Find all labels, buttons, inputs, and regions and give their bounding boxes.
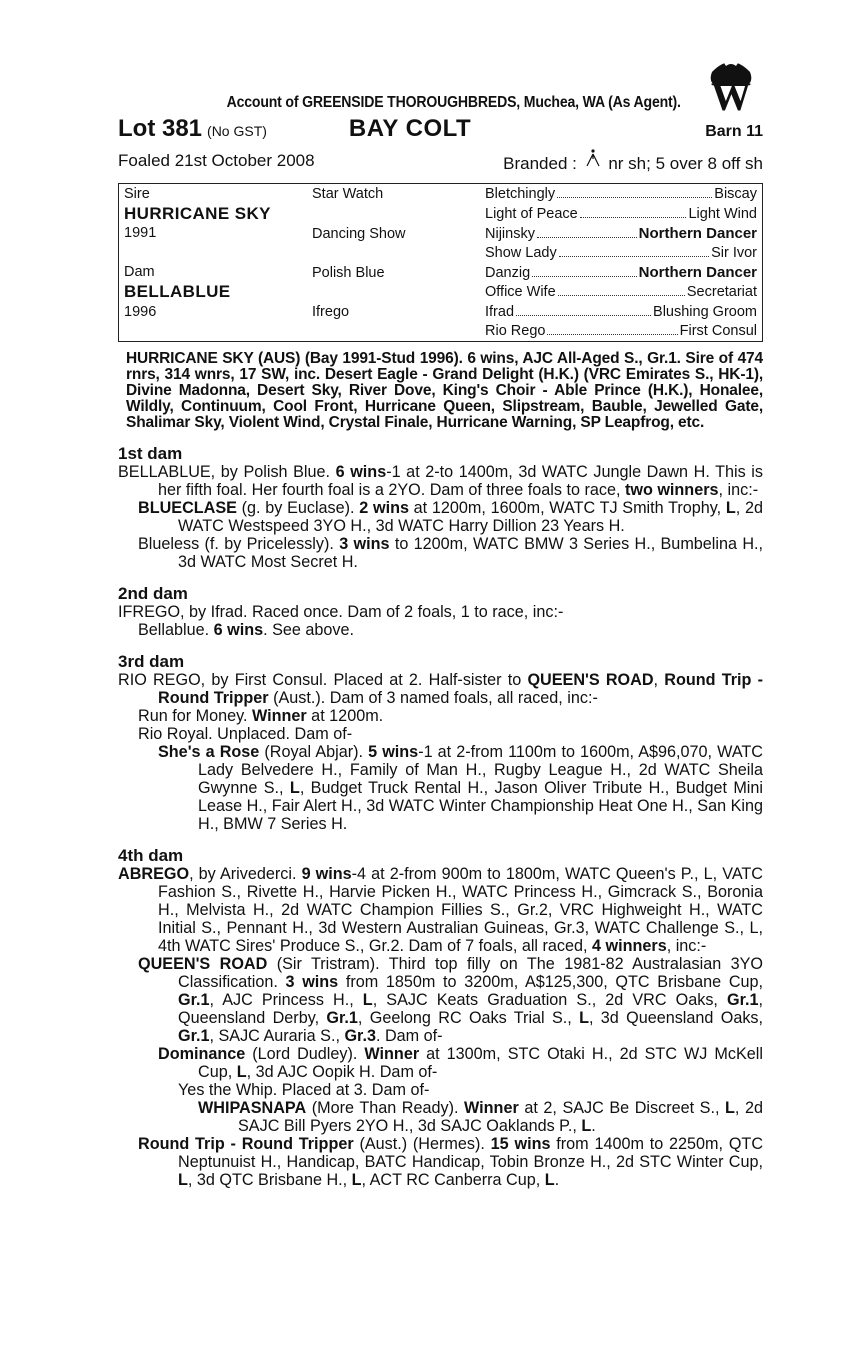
family-entry xyxy=(118,707,763,725)
family-entry xyxy=(118,621,763,639)
entry-text: Gr.1 xyxy=(727,991,759,1009)
gg-row: Office Wife Secretariat xyxy=(485,284,757,300)
entry-text: L xyxy=(351,1171,362,1189)
family-entry xyxy=(118,1081,763,1099)
section-heading: 2nd dam xyxy=(118,584,188,603)
family-entry xyxy=(118,1045,763,1081)
family-entry xyxy=(118,463,763,499)
entry-text: (Sir Tristram). Third top filly on The 1981-82 Australasian 3YO Classification. xyxy=(178,955,764,991)
sire-label: Sire xyxy=(124,185,150,202)
sire-sire: Star Watch xyxy=(312,186,384,202)
dam-sire: Polish Blue xyxy=(312,264,385,281)
entry-text: L xyxy=(236,1063,247,1081)
entry-text: from 1400m to 2250m, QTC Neptunuist H., Handicap, BATC Handicap, Tobin Bronze H., 2d STC Winter Cup, xyxy=(178,1135,764,1171)
sire-dam: Dancing Show xyxy=(312,225,406,242)
lot-number: Lot 381 xyxy=(118,115,203,142)
gg-row: Danzig Northern Dancer xyxy=(485,263,757,281)
entry-text: , Budget Truck Rental H., Jason Oliver Tribute H., Budget Mini Lease H., Fair Alert H., 3d WATC Winter Championship Heat One H., San King H., BMW 7 Series H. xyxy=(198,779,764,833)
vendor-account: Account of GREENSIDE THOROUGHBREDS, Muchea, WA (As Agent). xyxy=(226,94,681,111)
entry-text: Yes the Whip. Placed at 3. Dam of- xyxy=(178,1081,430,1099)
horse-description: BAY COLT xyxy=(348,115,472,142)
logo-letter: W xyxy=(711,74,751,118)
entry-text: Gr.1 xyxy=(326,1009,358,1027)
entry-text: . See above. xyxy=(263,621,354,639)
entry-text: at 1300m, STC Otaki H., 2d STC WJ McKell Cup, xyxy=(198,1045,763,1081)
entry-text: BELLABLUE, by Polish Blue. xyxy=(118,463,336,481)
dam-name: BELLABLUE xyxy=(124,282,231,301)
entry-text: 5 wins xyxy=(368,743,419,761)
sire-name: HURRICANE SKY xyxy=(124,203,271,223)
entry-text: (g. by Euclase). xyxy=(236,499,360,517)
entry-text: L xyxy=(579,1009,589,1027)
entry-text: BLUECLASE xyxy=(138,499,237,517)
foaled-date: Foaled 21st October 2008 xyxy=(118,151,315,170)
entry-text: , by Arivederci. xyxy=(189,865,302,883)
family-entry xyxy=(118,725,763,743)
branded-text: nr sh; 5 over 8 off sh xyxy=(608,154,763,173)
entry-text: Round Trip - Round Tripper xyxy=(158,671,763,707)
entry-text: , 3d AJC Oopik H. Dam of- xyxy=(246,1063,438,1081)
entry-text: , SAJC Auraria S., xyxy=(209,1027,345,1045)
entry-text: . Dam of- xyxy=(375,1027,443,1045)
entry-text: L xyxy=(725,499,736,517)
entry-text: (Aust.) (Hermes). xyxy=(353,1135,491,1153)
branded-label: Branded : xyxy=(503,154,577,173)
entry-text: two winners xyxy=(624,481,719,499)
entry-text: Winner xyxy=(464,1099,519,1117)
entry-text: QUEEN'S ROAD xyxy=(138,955,268,973)
entry-text: L xyxy=(362,991,373,1009)
gg-row: Nijinsky Northern Dancer xyxy=(485,224,757,242)
entry-text: , xyxy=(653,671,665,689)
entry-text: L xyxy=(725,1099,735,1117)
entry-text: Blueless (f. by Pricelessly). xyxy=(138,535,340,553)
entry-text: 15 wins xyxy=(490,1135,551,1153)
dam-section xyxy=(118,445,763,571)
entry-text: at 1200m. xyxy=(306,707,384,725)
entry-text: IFREGO, by Ifrad. Raced once. Dam of 2 foals, 1 to race, inc:- xyxy=(118,603,564,621)
lot-line xyxy=(118,115,763,143)
entry-text: Gr.3 xyxy=(344,1027,376,1045)
entry-text: -1 at 2-from 1100m to 1600m, A$96,070, WATC Lady Belvedere H., Family of Man H., Rugby League H., 2d WATC Sheila Gwynne S., xyxy=(198,743,763,797)
section-heading: 4th dam xyxy=(118,846,184,865)
entry-text: L xyxy=(544,1171,555,1189)
entry-text: , ACT RC Canberra Cup, xyxy=(361,1171,545,1189)
entry-text: , 3d QTC Brisbane H., xyxy=(187,1171,352,1189)
entry-text: (More Than Ready). xyxy=(306,1099,465,1117)
entry-text: 3 wins xyxy=(339,535,390,553)
dam-year: 1996 xyxy=(124,303,157,320)
gg-row: Ifrad Blushing Groom xyxy=(485,303,757,320)
entry-text: WHIPASNAPA xyxy=(198,1099,307,1117)
gst-note: (No GST) xyxy=(207,123,267,139)
entry-text: , 2d SAJC Bill Pyers 2YO H., 3d SAJC Oaklands P., xyxy=(238,1099,763,1135)
entry-text: from 1850m to 3200m, A$125,300, QTC Brisbane Cup, xyxy=(338,973,764,991)
entry-text: RIO REGO, by First Consul. Placed at 2. Half-sister to xyxy=(118,671,528,689)
dam-section xyxy=(118,653,763,833)
entry-text: to 1200m, WATC BMW 3 Series H., Bumbelina H., 3d WATC Most Secret H. xyxy=(178,535,764,571)
entry-text: Run for Money. xyxy=(138,707,252,725)
entry-text: , SAJC Keats Graduation S., 2d VRC Oaks, xyxy=(372,991,727,1009)
family-entry xyxy=(118,671,763,707)
entry-text: QUEEN'S ROAD xyxy=(527,671,654,689)
entry-text: , inc:- xyxy=(666,937,707,955)
entry-text: . xyxy=(591,1117,596,1135)
entry-text: Winner xyxy=(364,1045,420,1063)
foaled-line xyxy=(118,151,763,174)
dam-section xyxy=(118,585,763,639)
entry-text: Winner xyxy=(251,707,307,725)
entry-text: Rio Royal. Unplaced. Dam of- xyxy=(138,725,353,743)
entry-text: at 2, SAJC Be Discreet S., xyxy=(518,1099,726,1117)
entry-text: , 2d WATC Westspeed 3YO H., 3d WATC Harry Dillion 23 Years H. xyxy=(178,499,763,535)
entry-text: L xyxy=(581,1117,592,1135)
entry-text: Round Trip - Round Tripper xyxy=(138,1135,354,1153)
entry-text: 9 wins xyxy=(301,865,352,883)
entry-text: -4 at 2-from 900m to 1800m, WATC Queen's P., L, VATC Fashion S., Rivette H., Harvie Picken H., WATC Princess H., Gimcrack S., Boronia H., Melvista H., 2d WATC Champion Fillies S., Gr.2, VRC Highweight H., WATC Initial S., Pennant H., 3d Western Australian Guineas, Gr.3, WATC Challenge S., L, 4th WATC Sires' Produce S., Gr.2. Dam of 7 foals, all raced, xyxy=(158,865,764,955)
entry-text: (Aust.). Dam of 3 named foals, all raced, inc:- xyxy=(268,689,598,707)
entry-text: (Lord Dudley). xyxy=(245,1045,365,1063)
dam-label: Dam xyxy=(124,264,155,281)
entry-text: , AJC Princess H., xyxy=(209,991,363,1009)
entry-text: Gr.1 xyxy=(178,1027,210,1045)
family-entry xyxy=(118,955,763,1045)
entry-text: , inc:- xyxy=(718,481,759,499)
barn-number: Barn 11 xyxy=(705,123,763,140)
section-heading: 3rd dam xyxy=(118,652,185,671)
entry-text: 3 wins xyxy=(285,973,339,991)
entry-text: , Geelong RC Oaks Trial S., xyxy=(357,1009,580,1027)
brand-mark-icon xyxy=(585,149,601,167)
gg-row: Rio Rego First Consul xyxy=(485,323,757,340)
entry-text: (Royal Abjar). xyxy=(259,743,369,761)
entry-text: . xyxy=(554,1171,560,1189)
entry-text: Dominance xyxy=(158,1045,246,1063)
entry-text: L xyxy=(178,1171,188,1189)
family-entry xyxy=(118,743,763,833)
entry-text: 6 wins xyxy=(213,621,264,639)
family-entry xyxy=(118,535,763,571)
entry-text: Bellablue. xyxy=(138,621,214,639)
gg-row: Bletchingly Biscay xyxy=(485,185,757,202)
family-entry xyxy=(118,865,763,955)
sire-year: 1991 xyxy=(124,225,157,242)
family-sections xyxy=(118,445,763,1189)
entry-text: ABREGO xyxy=(118,865,190,883)
entry-text: L xyxy=(289,779,300,797)
entry-text: , 3d Queensland Oaks, xyxy=(588,1009,764,1027)
gg-row: Light of Peace Light Wind xyxy=(485,205,757,222)
entry-text: 4 winners xyxy=(592,937,667,955)
entry-text: 2 wins xyxy=(359,499,409,517)
family-entry xyxy=(118,1135,763,1189)
gg-row: Show Lady Sir Ivor xyxy=(485,244,757,261)
family-entry xyxy=(118,603,763,621)
dam-dam: Ifrego xyxy=(312,304,350,320)
family-entry xyxy=(118,1099,763,1135)
dam-section xyxy=(118,847,763,1189)
catalogue-page xyxy=(118,52,763,1189)
pedigree-table xyxy=(118,183,763,342)
entry-text: , Queensland Derby, xyxy=(178,991,763,1027)
sire-summary: HURRICANE SKY (AUS) (Bay 1991-Stud 1996). 6 wins, AJC All-Aged S., Gr.1. Sire of 474 rnrs, 314 wnrs, 17 SW, inc. Desert Eagle - Grand Delight (H.K.) (VRC Emirates S., HK-1), Divine Madonna, Desert Sky, River Dove, King's Choir - Able Prince (H.K.), Honalee, Wildly, Continuum, Cool Front, Hurricane Queen, Slipstream, Bauble, Jewelled Gate, Shalimar Sky, Violent Wind, Crystal Finale, Hurricane Warning, SP Leapfrog, etc. xyxy=(126,350,763,431)
entry-text: 6 wins xyxy=(335,463,387,481)
entry-text: Gr.1 xyxy=(178,991,210,1009)
entry-text: She's a Rose xyxy=(158,743,260,761)
family-entry xyxy=(118,499,763,535)
section-heading: 1st dam xyxy=(118,444,183,463)
entry-text: -1 at 2-to 1400m, 3d WATC Jungle Dawn H. This is her fifth foal. Her fourth foal is a 2YO. Dam of three foals to race, xyxy=(158,463,763,499)
entry-text: at 1200m, 1600m, WATC TJ Smith Trophy, xyxy=(408,499,726,517)
brand-info xyxy=(503,151,763,174)
